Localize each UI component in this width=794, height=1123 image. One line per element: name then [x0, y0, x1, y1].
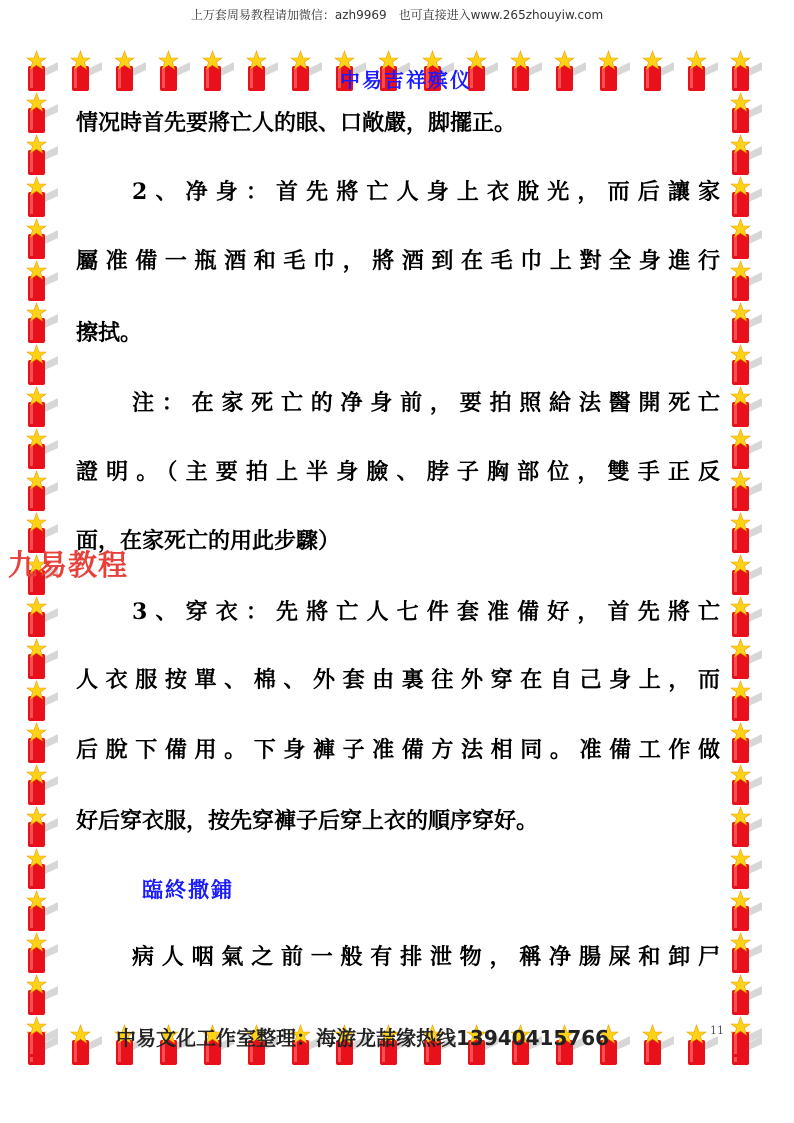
- candle-icon: [112, 50, 146, 92]
- candle-icon: [728, 260, 762, 302]
- candle-icon: [728, 932, 762, 974]
- candle-icon: [68, 1024, 102, 1066]
- candle-icon: [24, 596, 58, 638]
- candle-icon: [728, 848, 762, 890]
- candle-icon: [728, 680, 762, 722]
- body-line: 好后穿衣服，按先穿褲子后穿上衣的順序穿好。: [76, 808, 539, 834]
- candle-icon: [728, 344, 762, 386]
- candle-icon: [24, 806, 58, 848]
- candle-icon: [24, 848, 58, 890]
- candle-icon: [24, 470, 58, 512]
- candle-icon: [728, 134, 762, 176]
- candle-icon: [24, 890, 58, 932]
- body-line: 2、净身：首先將亡人身上衣脫光，而后讓家: [132, 179, 720, 205]
- candle-icon: [552, 50, 586, 92]
- body-line: 病人咽氣之前一般有排泄物，稱净腸屎和卸尸: [132, 944, 720, 970]
- candle-icon: [24, 176, 58, 218]
- candle-icon: [24, 638, 58, 680]
- page-header-title: 中易吉祥殡仪: [340, 68, 472, 92]
- candle-icon: [684, 50, 718, 92]
- candle-icon: [24, 1016, 58, 1058]
- candle-icon: [24, 260, 58, 302]
- candle-icon: [728, 764, 762, 806]
- section-subheading: 臨終撒鋪: [142, 877, 234, 902]
- candle-icon: [24, 722, 58, 764]
- candle-icon: [24, 134, 58, 176]
- body-line: 后脫下備用。下身褲子准備方法相同。准備工作做: [76, 737, 720, 763]
- candle-icon: [24, 680, 58, 722]
- candle-icon: [508, 50, 542, 92]
- candle-icon: [728, 638, 762, 680]
- candle-icon: [68, 50, 102, 92]
- candle-icon: [640, 1024, 674, 1066]
- watermark-logo: 九易教程: [8, 548, 129, 582]
- page-number: 11: [710, 1024, 724, 1037]
- candle-icon: [728, 890, 762, 932]
- candle-icon: [728, 974, 762, 1016]
- body-line: 證明。（主要拍上半身臉、脖子胸部位，雙手正反: [76, 459, 720, 485]
- candle-icon: [24, 92, 58, 134]
- body-line: 擦拭。: [76, 320, 143, 346]
- body-line: 注：在家死亡的净身前，要拍照給法醫開死亡: [132, 390, 720, 416]
- candle-icon: [728, 722, 762, 764]
- candle-icon: [728, 218, 762, 260]
- candle-icon: [244, 50, 278, 92]
- candle-icon: [728, 1016, 762, 1058]
- candle-icon: [728, 470, 762, 512]
- body-line: 3、穿衣：先將亡人七件套准備好，首先將亡: [132, 599, 720, 625]
- body-line: 面，在家死亡的用此步驟）: [76, 528, 341, 554]
- candle-icon: [728, 806, 762, 848]
- candle-icon: [24, 764, 58, 806]
- candle-icon: [24, 428, 58, 470]
- candle-icon: [728, 302, 762, 344]
- candle-icon: [728, 512, 762, 554]
- candle-icon: [728, 554, 762, 596]
- top-banner: 上万套周易教程请加微信：azh9969 也可直接进入www.265zhouyiw.com: [190, 8, 604, 22]
- candle-icon: [728, 92, 762, 134]
- candle-icon: [24, 974, 58, 1016]
- candle-icon: [728, 50, 762, 92]
- candle-icon: [728, 176, 762, 218]
- candle-icon: [24, 932, 58, 974]
- body-line: 情况時首先要將亡人的眼、口敞嚴，脚擺正。: [76, 110, 517, 136]
- candle-icon: [24, 302, 58, 344]
- body-line: 人衣服按單、棉、外套由裏往外穿在自己身上，而: [76, 667, 720, 693]
- candle-icon: [640, 50, 674, 92]
- candle-icon: [288, 50, 322, 92]
- candle-icon: [24, 218, 58, 260]
- candle-icon: [200, 50, 234, 92]
- candle-icon: [24, 50, 58, 92]
- candle-icon: [728, 386, 762, 428]
- footer-contact: 中易文化工作室整理：海游龙喆缘热线13940415766: [116, 1026, 610, 1050]
- candle-icon: [156, 50, 190, 92]
- candle-icon: [24, 344, 58, 386]
- body-line: 屬准備一瓶酒和毛巾，將酒到在毛巾上對全身進行: [76, 248, 720, 274]
- candle-icon: [728, 596, 762, 638]
- candle-icon: [596, 50, 630, 92]
- candle-icon: [728, 428, 762, 470]
- candle-icon: [24, 386, 58, 428]
